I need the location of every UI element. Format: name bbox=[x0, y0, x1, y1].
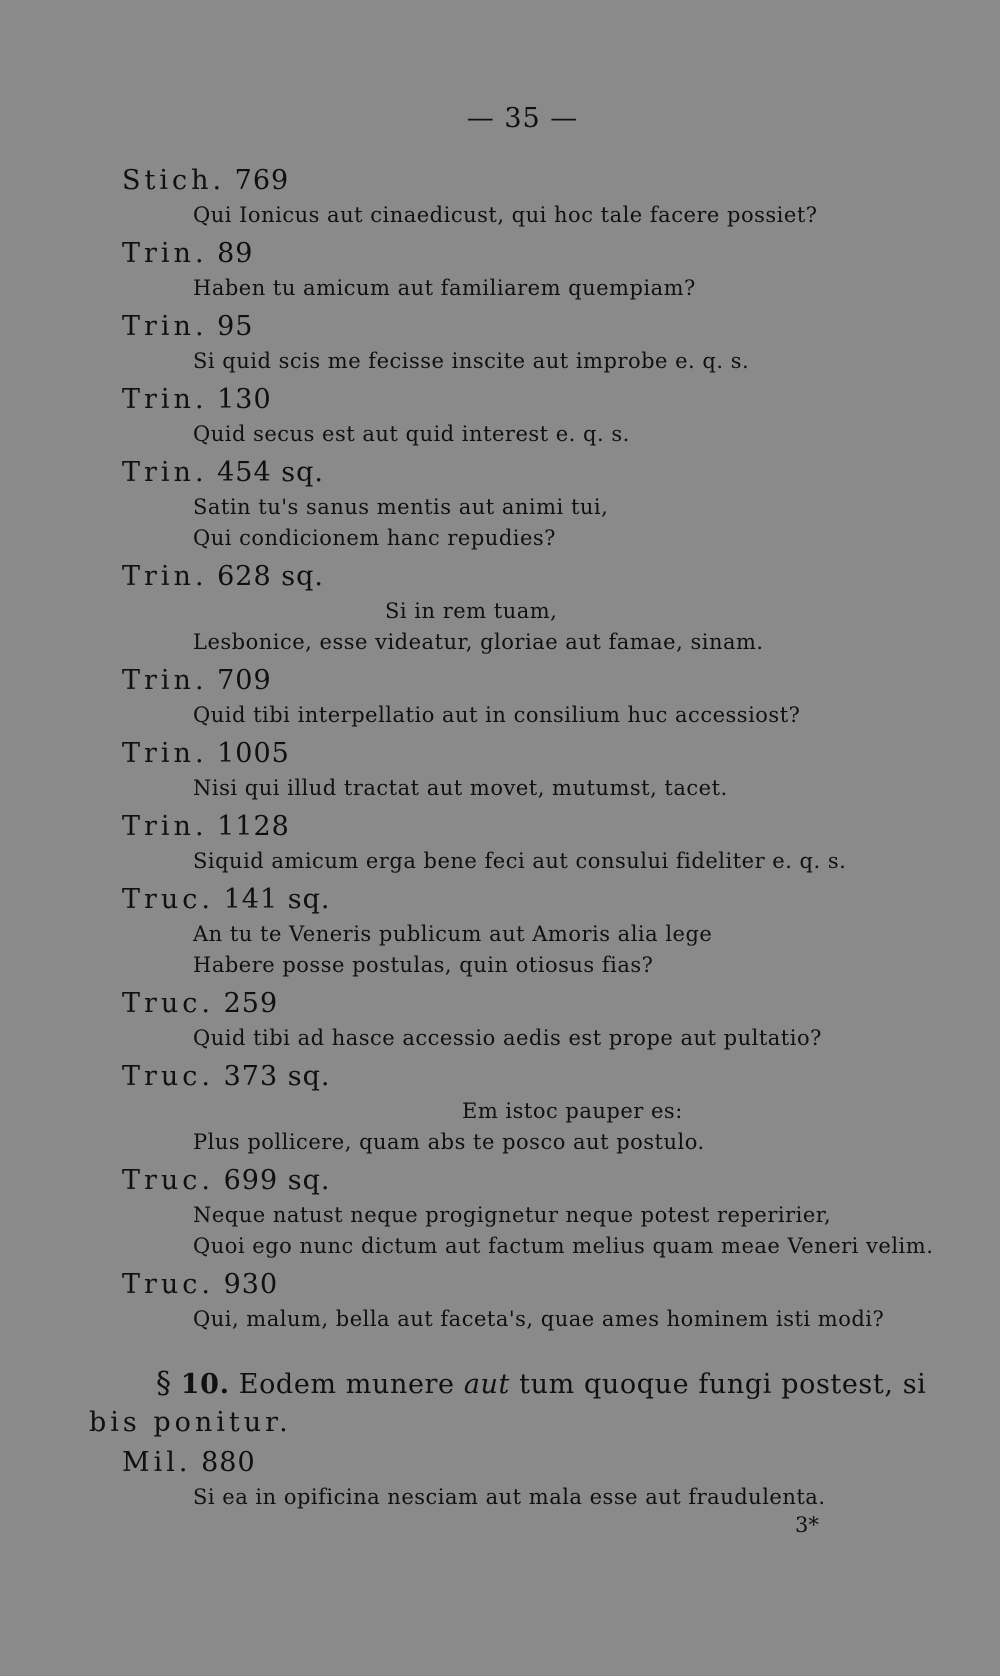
citation-list bbox=[122, 162, 952, 1335]
verse-line: An tu te Veneris publicum aut Amoris alia lege bbox=[193, 922, 713, 946]
citation-reference: Stich. 769 bbox=[122, 165, 290, 196]
citation-reference: Trin. 95 bbox=[122, 311, 254, 342]
citation-reference: Trin. 628 sq. bbox=[122, 561, 324, 592]
signature-mark: 3* bbox=[795, 1513, 819, 1537]
citation-reference: Trin. 130 bbox=[122, 384, 272, 415]
citation-reference: Truc. 259 bbox=[122, 988, 279, 1019]
verse-line: Nisi qui illud tractat aut movet, mutumst, tacet. bbox=[193, 776, 728, 800]
citation-reference: Truc. 930 bbox=[122, 1269, 279, 1300]
citation-reference: Mil. 880 bbox=[122, 1447, 256, 1478]
section-paragraph: § 10. Eodem munere aut tum quoque fungi postest, si bis ponitur. bbox=[89, 1366, 927, 1438]
verse-line: Habere posse postulas, quin otiosus fias? bbox=[193, 953, 654, 977]
verse-line: Siquid amicum erga bene feci aut consului fideliter e. q. s. bbox=[193, 849, 847, 873]
verse-line: Lesbonice, esse videatur, gloriae aut famae, sinam. bbox=[193, 630, 764, 654]
citation-reference: Trin. 1005 bbox=[122, 738, 290, 769]
citation-reference: Truc. 699 sq. bbox=[122, 1165, 331, 1196]
verse-line: Haben tu amicum aut familiarem quempiam? bbox=[193, 276, 696, 300]
verse-line: Satin tu's sanus mentis aut animi tui, bbox=[193, 495, 609, 519]
citation-reference: Truc. 141 sq. bbox=[122, 884, 331, 915]
section-number: 10. bbox=[180, 1369, 230, 1400]
verse-line: Quid tibi interpellatio aut in consilium huc accessiost? bbox=[193, 703, 801, 727]
section-sign: § bbox=[156, 1366, 172, 1401]
verse-line: Plus pollicere, quam abs te posco aut postulo. bbox=[193, 1130, 705, 1154]
verse-line: Qui condicionem hanc repudies? bbox=[193, 526, 556, 550]
verse-line: Qui, malum, bella aut faceta's, quae ames hominem isti modi? bbox=[193, 1307, 885, 1331]
verse-line: Si ea in opificina nesciam aut mala esse aut fraudulenta. bbox=[193, 1485, 826, 1509]
citation-reference: Trin. 709 bbox=[122, 665, 272, 696]
citation-reference: Trin. 1128 bbox=[122, 811, 290, 842]
verse-line: Qui Ionicus aut cinaedicust, qui hoc tale facere possiet? bbox=[193, 203, 818, 227]
page-number: — 35 — bbox=[466, 103, 579, 134]
citation-reference: Trin. 454 sq. bbox=[122, 457, 324, 488]
verse-line: Quoi ego nunc dictum aut factum melius quam meae Veneri velim. bbox=[193, 1234, 934, 1258]
verse-line: Si in rem tuam, bbox=[385, 599, 558, 623]
verse-line: Quid tibi ad hasce accessio aedis est prope aut pultatio? bbox=[193, 1026, 822, 1050]
citation-mil bbox=[122, 1444, 952, 1513]
emphasis-word: aut bbox=[463, 1369, 510, 1400]
verse-line: Em istoc pauper es: bbox=[462, 1099, 683, 1123]
verse-line: Neque natust neque progignetur neque potest reperirier, bbox=[193, 1203, 832, 1227]
citation-reference: Trin. 89 bbox=[122, 238, 254, 269]
verse-line: Si quid scis me fecisse inscite aut improbe e. q. s. bbox=[193, 349, 750, 373]
citation-reference: Truc. 373 sq. bbox=[122, 1061, 331, 1092]
verse-line: Quid secus est aut quid interest e. q. s. bbox=[193, 422, 630, 446]
